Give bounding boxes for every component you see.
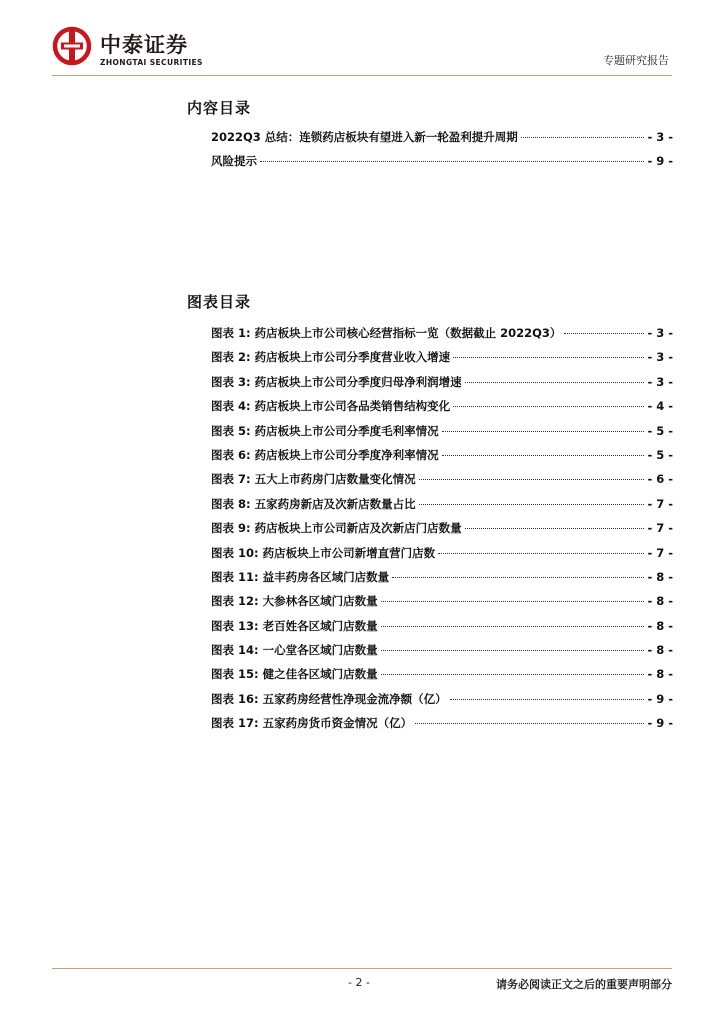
figure-entry-title: 图表 17: 五家药房货币资金情况（亿） xyxy=(211,716,413,731)
figure-entry-title: 图表 15: 健之佳各区域门店数量 xyxy=(211,667,378,682)
figures-title: 图表目录 xyxy=(187,293,252,311)
figure-entry-title: 图表 1: 药店板块上市公司核心经营指标一览（数据截止 2022Q3） xyxy=(211,326,562,340)
figure-entry[interactable] xyxy=(211,447,673,471)
toc-entry-title: 2022Q3 总结：连锁药店板块有望进入新一轮盈利提升周期 xyxy=(211,130,518,144)
dot-leader xyxy=(521,137,645,138)
figure-entry[interactable] xyxy=(211,715,673,739)
figure-entry[interactable] xyxy=(211,423,673,447)
dot-leader xyxy=(442,455,645,456)
dot-leader xyxy=(438,553,644,554)
company-logo xyxy=(52,26,232,72)
footer-divider xyxy=(52,968,672,969)
dot-leader xyxy=(260,161,644,162)
figure-entry-page: - 3 - xyxy=(647,374,673,389)
dot-leader xyxy=(381,650,645,651)
dot-leader xyxy=(381,626,645,627)
figure-entry-title: 图表 4: 药店板块上市公司各品类销售结构变化 xyxy=(211,399,451,414)
figure-entry-page: - 3 - xyxy=(647,326,673,340)
dot-leader xyxy=(419,504,645,505)
figure-entry-page: - 4 - xyxy=(647,399,673,414)
figure-entry[interactable] xyxy=(211,593,673,617)
dot-leader xyxy=(419,479,645,480)
report-type-label: 专题研究报告 xyxy=(603,54,669,67)
figure-entry-title: 图表 12: 大参林各区域门店数量 xyxy=(211,594,378,609)
dot-leader xyxy=(415,723,644,724)
figure-entry[interactable] xyxy=(211,349,673,373)
figure-entry-title: 图表 6: 药店板块上市公司分季度净利率情况 xyxy=(211,447,439,462)
figure-entry[interactable] xyxy=(211,496,673,520)
dot-leader xyxy=(442,431,645,432)
toc-entry[interactable] xyxy=(211,153,673,177)
figure-entry-title: 图表 5: 药店板块上市公司分季度毛利率情况 xyxy=(211,423,439,438)
figure-entry-title: 图表 9: 药店板块上市公司新店及次新店门店数量 xyxy=(211,521,462,536)
figure-entry-page: - 8 - xyxy=(647,569,673,584)
figure-entry-title: 图表 3: 药店板块上市公司分季度归母净利润增速 xyxy=(211,374,462,389)
figure-entry[interactable] xyxy=(211,642,673,666)
figure-entry[interactable] xyxy=(211,569,673,593)
figure-entry[interactable] xyxy=(211,545,673,569)
toc-entry-page: - 3 - xyxy=(647,130,673,144)
contents-title: 内容目录 xyxy=(187,99,252,117)
figure-entry-title: 图表 7: 五大上市药房门店数量变化情况 xyxy=(211,472,416,487)
figure-entry-page: - 7 - xyxy=(647,545,673,560)
figure-entry[interactable] xyxy=(211,398,673,422)
figure-entry-page: - 8 - xyxy=(647,643,673,658)
toc-entry-page: - 9 - xyxy=(647,154,673,168)
figure-entry-page: - 9 - xyxy=(647,691,673,706)
dot-leader xyxy=(381,601,645,602)
zhongtai-logo-icon xyxy=(52,26,92,66)
figure-entry-title: 图表 10: 药店板块上市公司新增直营门店数 xyxy=(211,545,436,560)
logo-chinese-name: 中泰证券 xyxy=(100,33,188,57)
figure-entry[interactable] xyxy=(211,325,673,349)
figure-entry[interactable] xyxy=(211,618,673,642)
figure-entry-title: 图表 16: 五家药房经营性净现金流净额（亿） xyxy=(211,691,447,706)
figure-entry-page: - 7 - xyxy=(647,496,673,511)
dot-leader xyxy=(450,699,645,700)
figure-entry-page: - 8 - xyxy=(647,667,673,682)
figure-entry-page: - 7 - xyxy=(647,521,673,536)
page-number: - 2 - xyxy=(348,976,370,989)
figure-entry-title: 图表 8: 五家药房新店及次新店数量占比 xyxy=(211,496,416,511)
figure-entry[interactable] xyxy=(211,374,673,398)
figure-entry[interactable] xyxy=(211,691,673,715)
figure-entry-title: 图表 13: 老百姓各区域门店数量 xyxy=(211,618,378,633)
contents-list xyxy=(211,129,673,177)
dot-leader xyxy=(564,333,644,334)
figure-entry-page: - 5 - xyxy=(647,447,673,462)
figure-entry-title: 图表 14: 一心堂各区域门店数量 xyxy=(211,643,378,658)
figure-entry-page: - 8 - xyxy=(647,618,673,633)
figure-entry-title: 图表 2: 药店板块上市公司分季度营业收入增速 xyxy=(211,350,451,365)
figure-entry-page: - 3 - xyxy=(647,350,673,365)
disclaimer-text: 请务必阅读正文之后的重要声明部分 xyxy=(496,978,672,991)
figure-entry-page: - 5 - xyxy=(647,423,673,438)
dot-leader xyxy=(453,357,644,358)
figure-entry-page: - 6 - xyxy=(647,472,673,487)
dot-leader xyxy=(465,528,645,529)
toc-entry[interactable] xyxy=(211,129,673,153)
page-header xyxy=(0,0,724,90)
header-divider xyxy=(52,75,672,76)
figure-entry-page: - 8 - xyxy=(647,594,673,609)
dot-leader xyxy=(381,674,645,675)
dot-leader xyxy=(392,577,644,578)
figure-entry[interactable] xyxy=(211,520,673,544)
figure-entry-title: 图表 11: 益丰药房各区域门店数量 xyxy=(211,569,390,584)
logo-english-name: ZHONGTAI SECURITIES xyxy=(100,58,203,67)
dot-leader xyxy=(465,382,645,383)
dot-leader xyxy=(453,406,644,407)
toc-entry-title: 风险提示 xyxy=(211,154,257,168)
figures-list xyxy=(211,325,673,740)
figure-entry[interactable] xyxy=(211,471,673,495)
figure-entry-page: - 9 - xyxy=(647,716,673,731)
figure-entry[interactable] xyxy=(211,666,673,690)
